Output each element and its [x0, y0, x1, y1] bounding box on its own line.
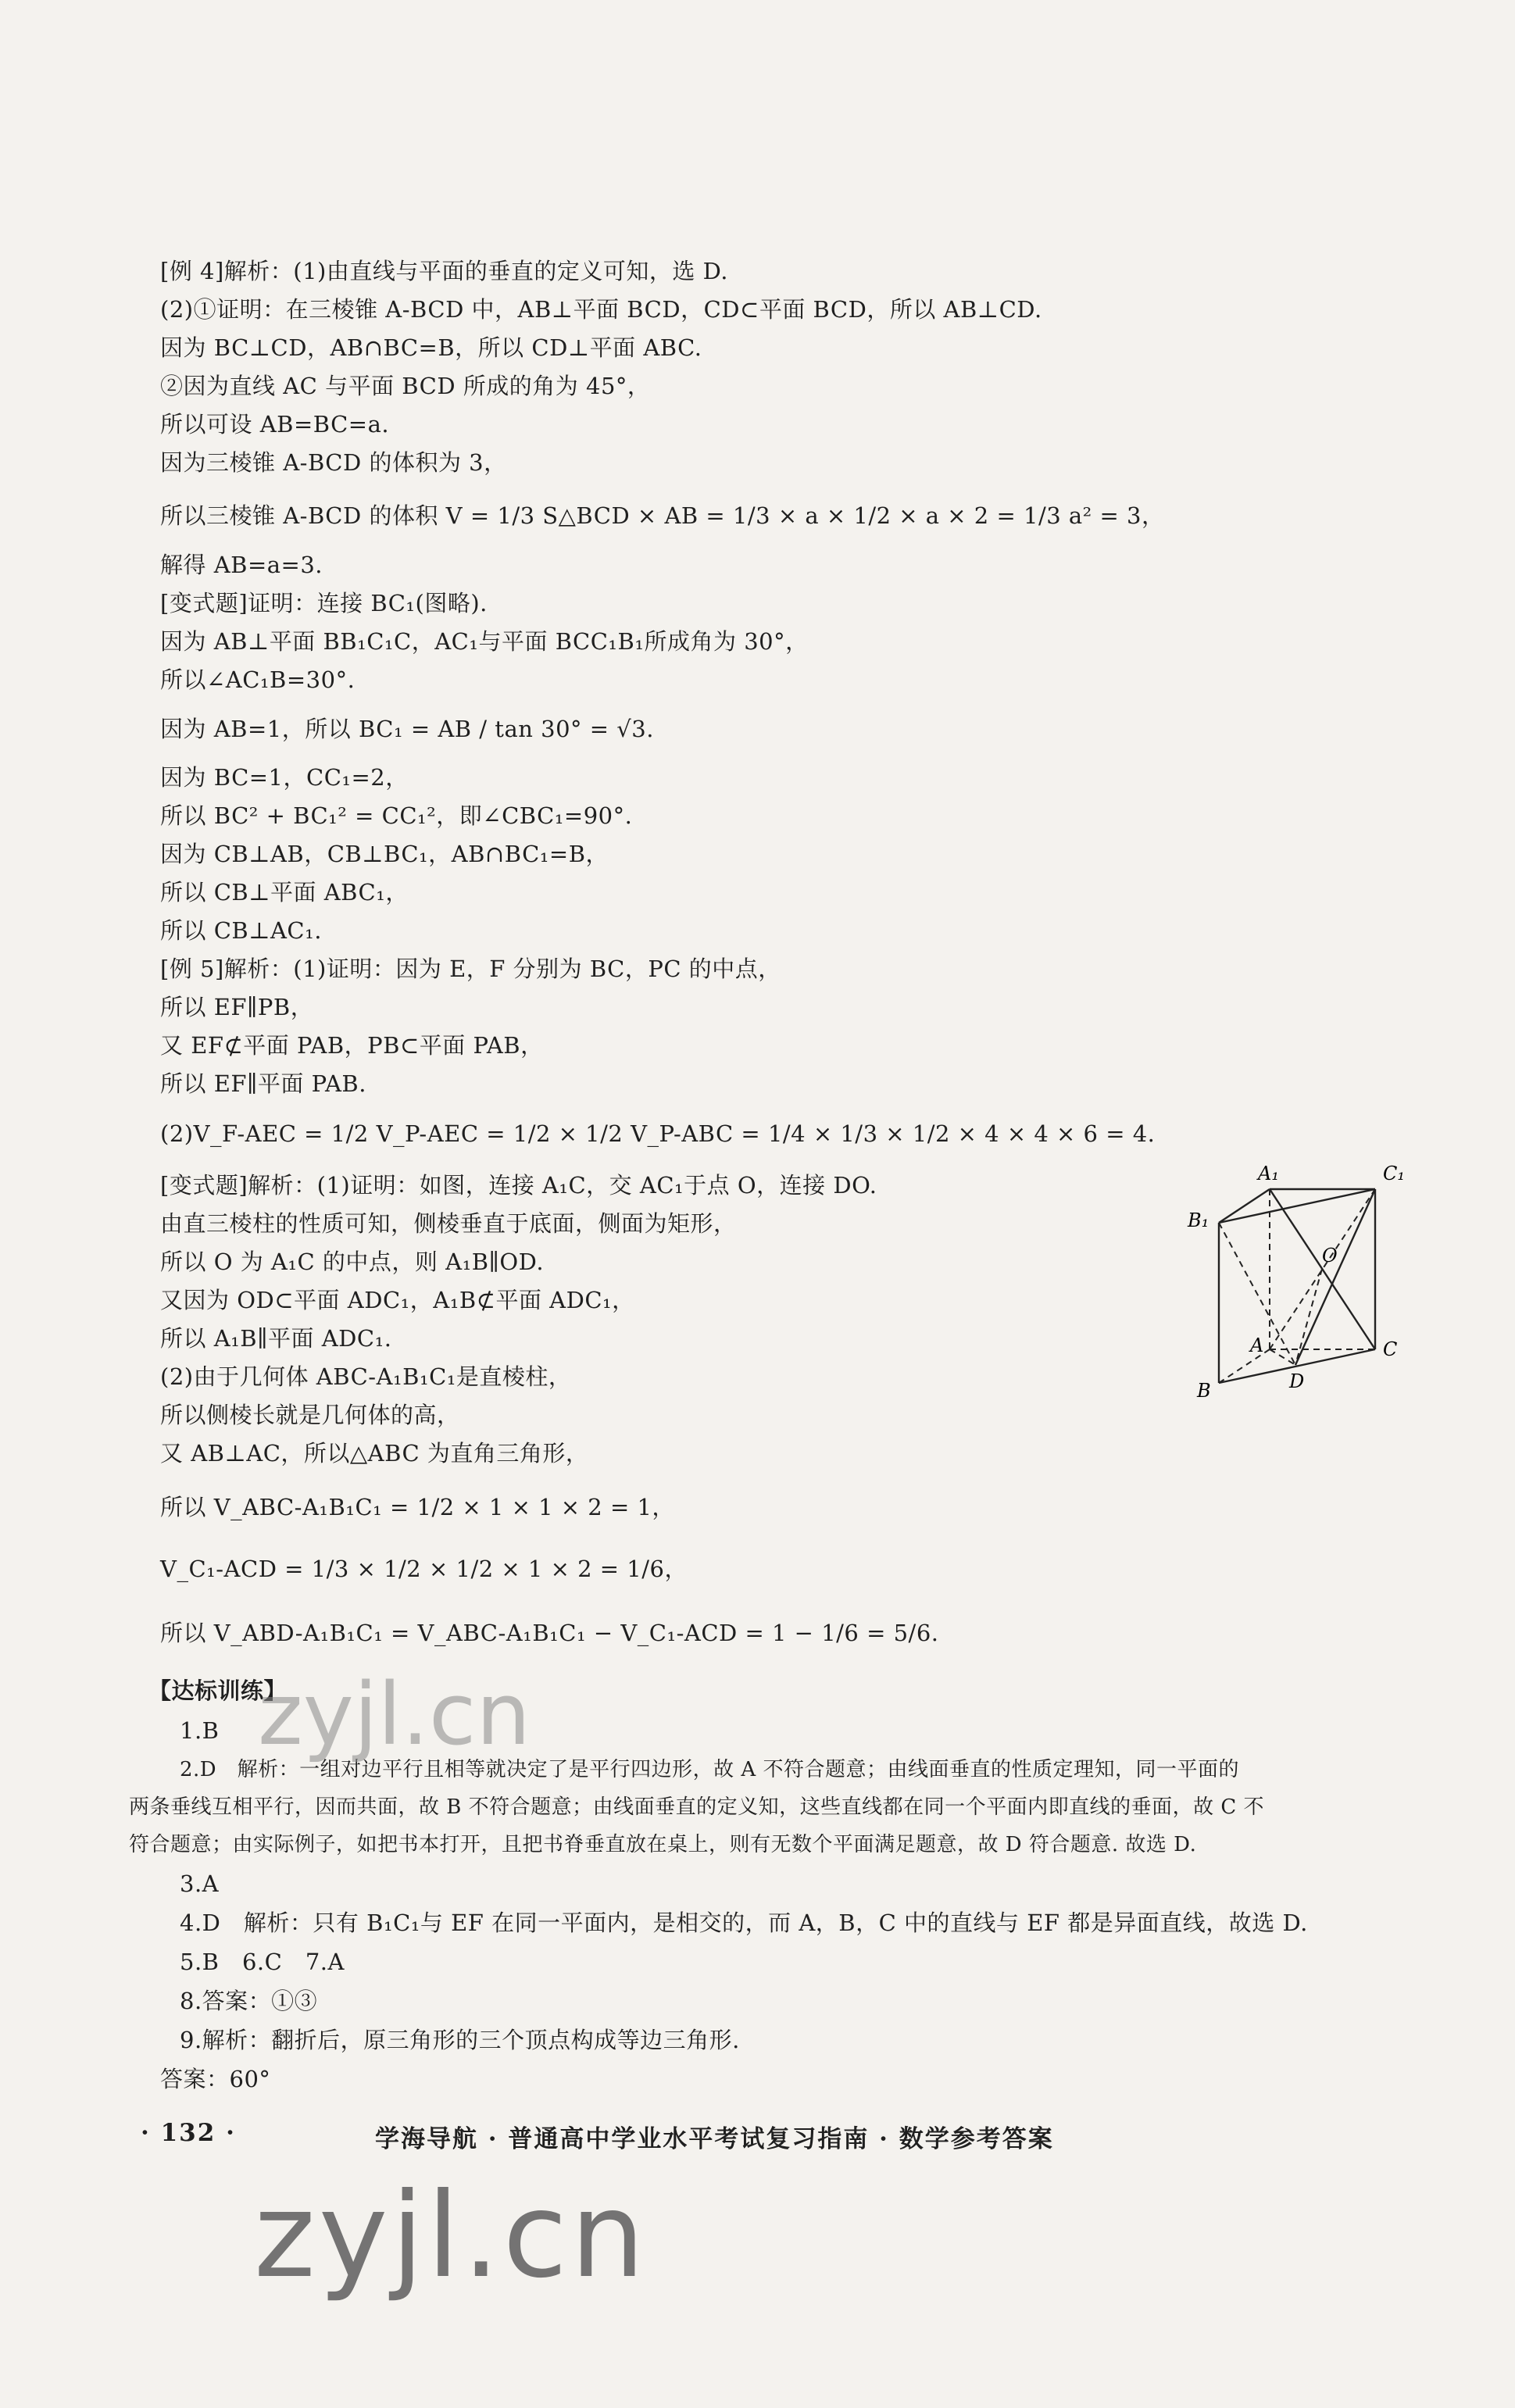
answer-line: 9.解析：翻折后，原三角形的三个顶点构成等边三角形. [180, 2027, 740, 2053]
text-line: 因为 CB⊥AB，CB⊥BC₁，AB∩BC₁=B， [160, 841, 609, 867]
watermark-large: zyjl.cn [254, 2168, 649, 2304]
text-line: ②因为直线 AC 与平面 BCD 所成的角为 45°， [160, 373, 651, 399]
text-line: (2)①证明：在三棱锥 A-BCD 中，AB⊥平面 BCD，CD⊂平面 BCD，所以 AB⊥CD. [160, 296, 1042, 323]
footer-title: 学海导航 · 普通高中学业水平考试复习指南 · 数学参考答案 [375, 2125, 1054, 2153]
label-D: D [1289, 1370, 1305, 1392]
label-C1: C₁ [1383, 1163, 1405, 1184]
prism-edges [1219, 1189, 1375, 1383]
text-line: 所以 V_ABD-A₁B₁C₁ = V_ABC-A₁B₁C₁ − V_C₁-ACD = 1 − 1/6 = 5/6. [160, 1620, 939, 1646]
text-line: 所以可设 AB=BC=a. [160, 411, 390, 438]
label-B: B [1197, 1380, 1211, 1402]
text-line: 所以 V_ABC-A₁B₁C₁ = 1/2 × 1 × 1 × 2 = 1， [160, 1494, 675, 1520]
answer-line: 5.B 6.C 7.A [180, 1949, 345, 1975]
text-line: (2)V_F-AEC = 1/2 V_P-AEC = 1/2 × 1/2 V_P-ABC = 1/4 × 1/3 × 1/2 × 4 × 4 × 6 = 4. [160, 1120, 1156, 1147]
label-A1: A₁ [1258, 1163, 1279, 1184]
text-line: 所以三棱锥 A-BCD 的体积 V = 1/3 S△BCD × AB = 1/3 × a × 1/2 × a × 2 = 1/3 a² = 3， [160, 502, 1165, 529]
text-line: 所以∠AC₁B=30°. [160, 666, 356, 693]
answer-line: 答案：60° [160, 2066, 271, 2092]
answer-line: 8.答案：①③ [180, 1988, 318, 2014]
text-line: 所以 EF∥PB， [160, 994, 314, 1020]
text-line: (2)由于几何体 ABC-A₁B₁C₁是直棱柱， [160, 1363, 572, 1390]
text-line: 所以 EF∥平面 PAB. [160, 1070, 366, 1097]
answer-line: 两条垂线互相平行，因而共面，故 B 不符合题意；由线面垂直的定义知，这些直线都在同一个平面内即直线的垂面，故 C 不 [129, 1795, 1265, 1819]
text-line: [变式题]证明：连接 BC₁(图略). [160, 590, 488, 616]
text-line: 又 AB⊥AC，所以△ABC 为直角三角形， [160, 1440, 589, 1467]
text-line: [例 4]解析：(1)由直线与平面的垂直的定义可知，选 D. [160, 258, 729, 284]
text-line: V_C₁-ACD = 1/3 × 1/2 × 1/2 × 1 × 2 = 1/6， [160, 1556, 688, 1582]
answer-line: 符合题意；由实际例子，如把书本打开，且把书脊垂直放在桌上，则有无数个平面满足题意，故 D 符合题意. 故选 D. [129, 1833, 1197, 1856]
text-line: 又 EF⊄平面 PAB，PB⊂平面 PAB， [160, 1032, 544, 1059]
answer-line: 4.D 解析：只有 B₁C₁与 EF 在同一平面内，是相交的，而 A，B，C 中的直线与 EF 都是异面直线，故选 D. [180, 1910, 1308, 1936]
page-number: · 132 · [141, 2119, 236, 2147]
text-line: 因为三棱锥 A-BCD 的体积为 3， [160, 449, 507, 476]
text-line: 因为 AB=1，所以 BC₁ = AB / tan 30° = √3. [160, 716, 654, 742]
answer-line: 3.A [180, 1870, 220, 1897]
label-O: O [1322, 1245, 1338, 1267]
label-A: A [1250, 1334, 1264, 1356]
label-C: C [1383, 1338, 1398, 1360]
answer-line: 2.D 解析：一组对边平行且相等就决定了是平行四边形，故 A 不符合题意；由线面垂直的性质定理知，同一平面的 [180, 1758, 1239, 1781]
text-line: 所以 O 为 A₁C 的中点，则 A₁B∥OD. [160, 1249, 545, 1275]
text-line: 因为 BC=1，CC₁=2， [160, 764, 409, 791]
text-line: 解得 AB=a=3. [160, 552, 323, 578]
text-line: 因为 AB⊥平面 BB₁C₁C，AC₁与平面 BCC₁B₁所成角为 30°， [160, 628, 809, 655]
text-line: 又因为 OD⊂平面 ADC₁，A₁B⊄平面 ADC₁， [160, 1287, 635, 1313]
text-line: 所以 CB⊥平面 ABC₁， [160, 879, 409, 906]
text-line: 所以 BC² + BC₁² = CC₁²，即∠CBC₁=90°. [160, 802, 633, 829]
answer-line: 1.B [180, 1717, 220, 1744]
text-line: 因为 BC⊥CD，AB∩BC=B，所以 CD⊥平面 ABC. [160, 334, 702, 361]
text-line: 所以 A₁B∥平面 ADC₁. [160, 1325, 392, 1352]
text-line: 所以侧棱长就是几何体的高， [160, 1402, 460, 1428]
text-line: [变式题]解析：(1)证明：如图，连接 A₁C，交 AC₁于点 O，连接 DO. [160, 1172, 877, 1199]
text-line: [例 5]解析：(1)证明：因为 E，F 分别为 BC，PC 的中点， [160, 956, 781, 982]
prism-figure [1141, 1149, 1422, 1406]
text-line: 所以 CB⊥AC₁. [160, 917, 322, 944]
section-heading: 【达标训练】 [148, 1677, 288, 1704]
watermark-small: zyjl.cn [258, 1664, 531, 1764]
text-line: 由直三棱柱的性质可知，侧棱垂直于底面，侧面为矩形， [160, 1210, 737, 1237]
label-B1: B₁ [1188, 1209, 1209, 1231]
